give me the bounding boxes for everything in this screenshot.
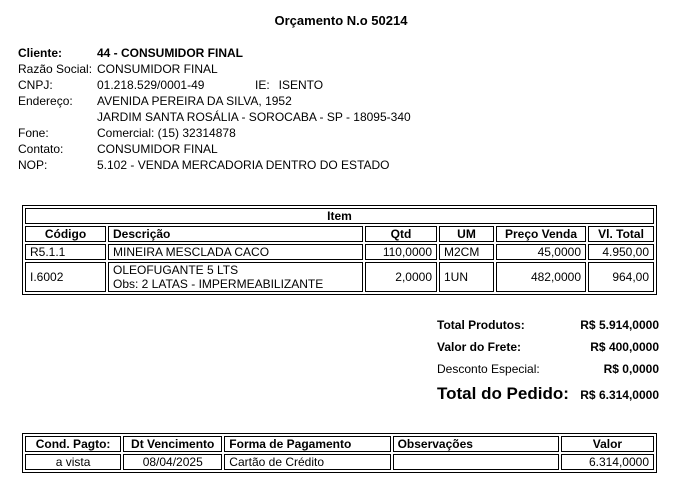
col-header-preco-venda: Preço Venda — [496, 226, 586, 242]
client-row-razao-social — [18, 61, 411, 77]
item-table-title: Item — [25, 208, 654, 224]
col-header-codigo: Código — [25, 226, 106, 242]
cell-um: 1UN — [439, 262, 494, 292]
client-row-nop — [18, 157, 411, 173]
valor-frete-row — [437, 340, 659, 362]
cell-cond-pagto: a vista — [25, 454, 121, 470]
cell-qtd: 110,0000 — [365, 244, 437, 260]
descricao-text: OLEOFUGANTE 5 LTS — [113, 263, 239, 277]
client-value — [97, 77, 323, 93]
client-value: CONSUMIDOR FINAL — [97, 62, 218, 76]
ie-value: ISENTO — [278, 78, 324, 92]
page-title: Orçamento N.o 50214 — [274, 13, 408, 28]
client-label: CNPJ: — [18, 78, 53, 92]
table-row — [25, 454, 654, 470]
client-value: 44 - CONSUMIDOR FINAL — [97, 46, 244, 60]
cell-qtd: 2,0000 — [365, 262, 437, 292]
client-label: Razão Social: — [18, 62, 93, 76]
client-label — [18, 109, 97, 125]
desconto-especial-value: R$ 0,0000 — [603, 362, 659, 376]
totals-block — [437, 318, 659, 410]
total-produtos-value: R$ 5.914,0000 — [580, 318, 659, 332]
cnpj-value: 01.218.529/0001-49 — [97, 78, 205, 92]
descricao-text: MINEIRA MESCLADA CACO — [113, 245, 270, 259]
total-pedido-label: Total do Pedido: — [437, 384, 569, 403]
col-header-cond-pagto: Cond. Pagto: — [25, 436, 121, 452]
item-table — [22, 205, 657, 295]
client-row-contato — [18, 141, 411, 157]
desconto-especial-row — [437, 362, 659, 384]
client-value: JARDIM SANTA ROSÁLIA - SOROCABA - SP - 18095-340 — [97, 110, 411, 124]
cell-observacoes — [393, 454, 559, 470]
cell-vl-total: 4.950,00 — [588, 244, 654, 260]
desconto-especial-label: Desconto Especial: — [437, 362, 540, 376]
col-header-observacoes: Observações — [393, 436, 559, 452]
cell-um: M2CM — [439, 244, 494, 260]
client-value: CONSUMIDOR FINAL — [97, 142, 218, 156]
cell-vl-total: 964,00 — [588, 262, 654, 292]
cell-codigo: R5.1.1 — [25, 244, 106, 260]
payment-table — [22, 433, 657, 473]
col-header-vl-total: Vl. Total — [588, 226, 654, 242]
client-label: Cliente: — [18, 46, 63, 60]
ie-label: IE: — [255, 78, 270, 92]
cell-preco-venda: 482,0000 — [496, 262, 586, 292]
cell-dt-vencimento: 08/04/2025 — [123, 454, 222, 470]
col-header-valor: Valor — [561, 436, 654, 452]
total-produtos-label: Total Produtos: — [437, 318, 525, 332]
col-header-qtd: Qtd — [365, 226, 437, 242]
client-row-fone — [18, 125, 411, 141]
cell-valor: 6.314,0000 — [561, 454, 654, 470]
item-table-title-row — [25, 208, 654, 224]
payment-table-header-row — [25, 436, 654, 452]
total-produtos-row — [437, 318, 659, 340]
table-row — [25, 244, 654, 260]
client-row-cliente — [18, 45, 411, 61]
client-label: Fone: — [18, 126, 49, 140]
valor-frete-value: R$ 400,0000 — [590, 340, 659, 354]
client-label: Endereço: — [18, 94, 73, 108]
total-pedido-value: R$ 6.314,0000 — [580, 388, 659, 402]
client-label: NOP: — [18, 158, 48, 172]
cell-descricao — [108, 244, 363, 260]
client-value: Comercial: (15) 32314878 — [97, 126, 236, 140]
col-header-descricao: Descrição — [108, 226, 363, 242]
client-row-cnpj — [18, 77, 411, 93]
item-table-header-row — [25, 226, 654, 242]
client-value: 5.102 - VENDA MERCADORIA DENTRO DO ESTADO — [97, 158, 390, 172]
col-header-forma-pagamento: Forma de Pagamento — [224, 436, 390, 452]
client-info-block — [18, 45, 411, 173]
cell-preco-venda: 45,0000 — [496, 244, 586, 260]
cell-descricao — [108, 262, 363, 292]
col-header-um: UM — [439, 226, 494, 242]
valor-frete-label: Valor do Frete: — [437, 340, 522, 354]
client-value: AVENIDA PEREIRA DA SILVA, 1952 — [97, 94, 292, 108]
cell-forma-pagamento: Cartão de Crédito — [224, 454, 390, 470]
cell-codigo: I.6002 — [25, 262, 106, 292]
client-row-endereco-2 — [18, 109, 411, 125]
client-row-endereco — [18, 93, 411, 109]
table-row — [25, 262, 654, 292]
client-label: Contato: — [18, 142, 64, 156]
col-header-dt-vencimento: Dt Vencimento — [123, 436, 222, 452]
descricao-obs: Obs: 2 LATAS - IMPERMEABILIZANTE — [113, 277, 324, 291]
total-pedido-row — [437, 384, 659, 410]
